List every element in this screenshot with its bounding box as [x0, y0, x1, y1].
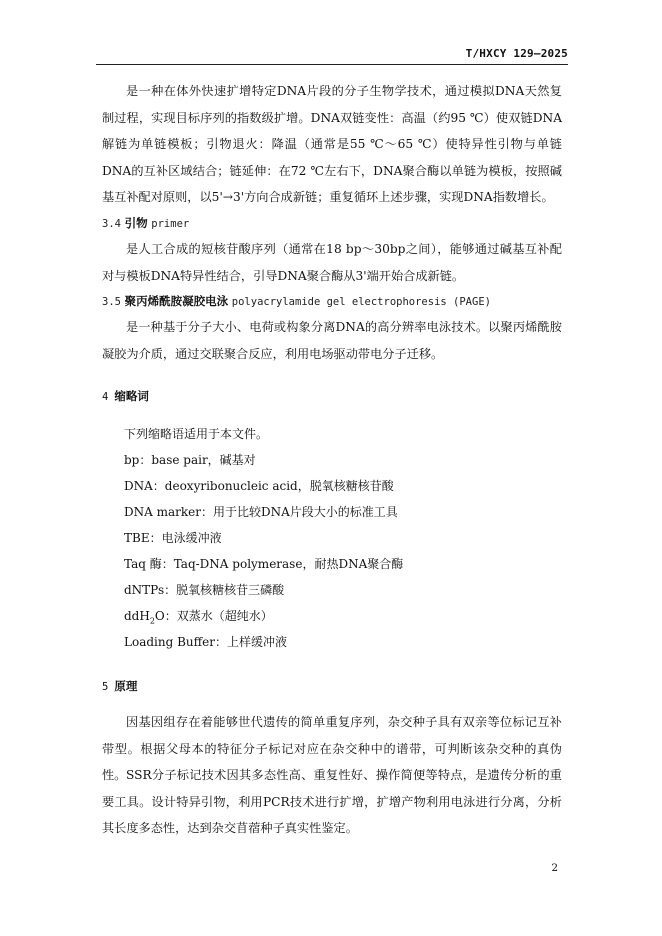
term-en: primer: [151, 218, 190, 230]
abbreviation-item: Loading Buffer：上样缓冲液: [124, 635, 288, 649]
section-4-heading: [102, 386, 149, 407]
principle-paragraph-1: 因基因组存在着能够世代遗传的简单重复序列，杂交种子具有双亲等位标记互补带型。根据父母本的特征分子标记对应在杂交种中的谱带，可判断该杂交种的真伪性。: [102, 715, 562, 782]
section-number: 5: [102, 681, 109, 693]
term-number: 3.4: [102, 218, 121, 230]
term-zh: 聚丙烯酰胺凝胶电泳: [124, 294, 229, 308]
abbreviation-item: DNA：deoxyribonucleic acid，脱氧核糖核苷酸: [124, 479, 394, 493]
term-primer-heading: [102, 213, 189, 234]
abbreviation-item: Taq 酶：Taq-DNA polymerase，耐热DNA聚合酶: [124, 557, 404, 571]
primer-definition: 是人工合成的短核苷酸序列（通常在18 bp～30bp之间），能够通过碱基互补配对与模板DNA特异性结合，引导DNA聚合酶从3'端开始合成新链。: [102, 242, 562, 283]
page-number: 2: [551, 862, 558, 874]
abbreviation-item: dNTPs：脱氧核糖核苷三磷酸: [124, 583, 285, 597]
section-title: 原理: [114, 679, 138, 693]
section-title: 缩略词: [114, 389, 149, 403]
ddh2o-prefix: ddH: [124, 609, 150, 623]
pcr-definition: 是一种在体外快速扩增特定DNA片段的分子生物学技术，通过模拟DNA天然复制过程，实现目标序列的指数级扩增。DNA双链变性：高温（约95 ℃）使双链DNA解链为单链模板；引物退火：降温（通常是55 ℃～65 ℃）使特异性引物与单链DNA的互补区域结合；链延伸：在72 ℃左右下，DNA聚合酶以单链为模板，按照碱基互补配对原则，以5'→3'方向合成新链；重复循环上述步骤，实现DNA指数增长。: [102, 84, 562, 204]
term-en: polyacrylamide gel electrophoresis (PAGE): [231, 296, 491, 308]
abbreviation-item-ddh2o: [124, 606, 273, 631]
ddh2o-subscript: 2: [149, 616, 155, 626]
principle-paragraph-2: SSR分子标记技术因其多态性高、重复性好、操作简便等特点，是遗传分析的重要工具。设计特异引物，利用PCR技术进行扩增，扩增产物利用电泳进行分离，分析其长度多态性，达到杂交苜蓿种子真实性鉴定。: [102, 768, 562, 835]
abbreviation-item: bp：base pair，碱基对: [124, 453, 256, 467]
ddh2o-suffix: O：双蒸水（超纯水）: [154, 609, 273, 623]
term-zh: 引物: [124, 216, 148, 230]
abbreviations-intro: 下列缩略语适用于本文件。: [124, 427, 269, 441]
section-5-heading: [102, 676, 137, 697]
section-number: 4: [102, 391, 109, 403]
standard-code: T/HXCY 129—2025: [465, 47, 568, 60]
abbreviation-item: TBE：电泳缓冲液: [124, 531, 222, 545]
term-number: 3.5: [102, 296, 121, 308]
abbreviation-item: DNA marker：用于比较DNA片段大小的标准工具: [124, 505, 398, 519]
term-page-heading: [102, 291, 491, 312]
header-rule: [96, 64, 568, 65]
page-definition: 是一种基于分子大小、电荷或构象分离DNA的高分辨率电泳技术。以聚丙烯酰胺凝胶为介质，通过交联聚合反应，利用电场驱动带电分子迁移。: [102, 320, 562, 361]
